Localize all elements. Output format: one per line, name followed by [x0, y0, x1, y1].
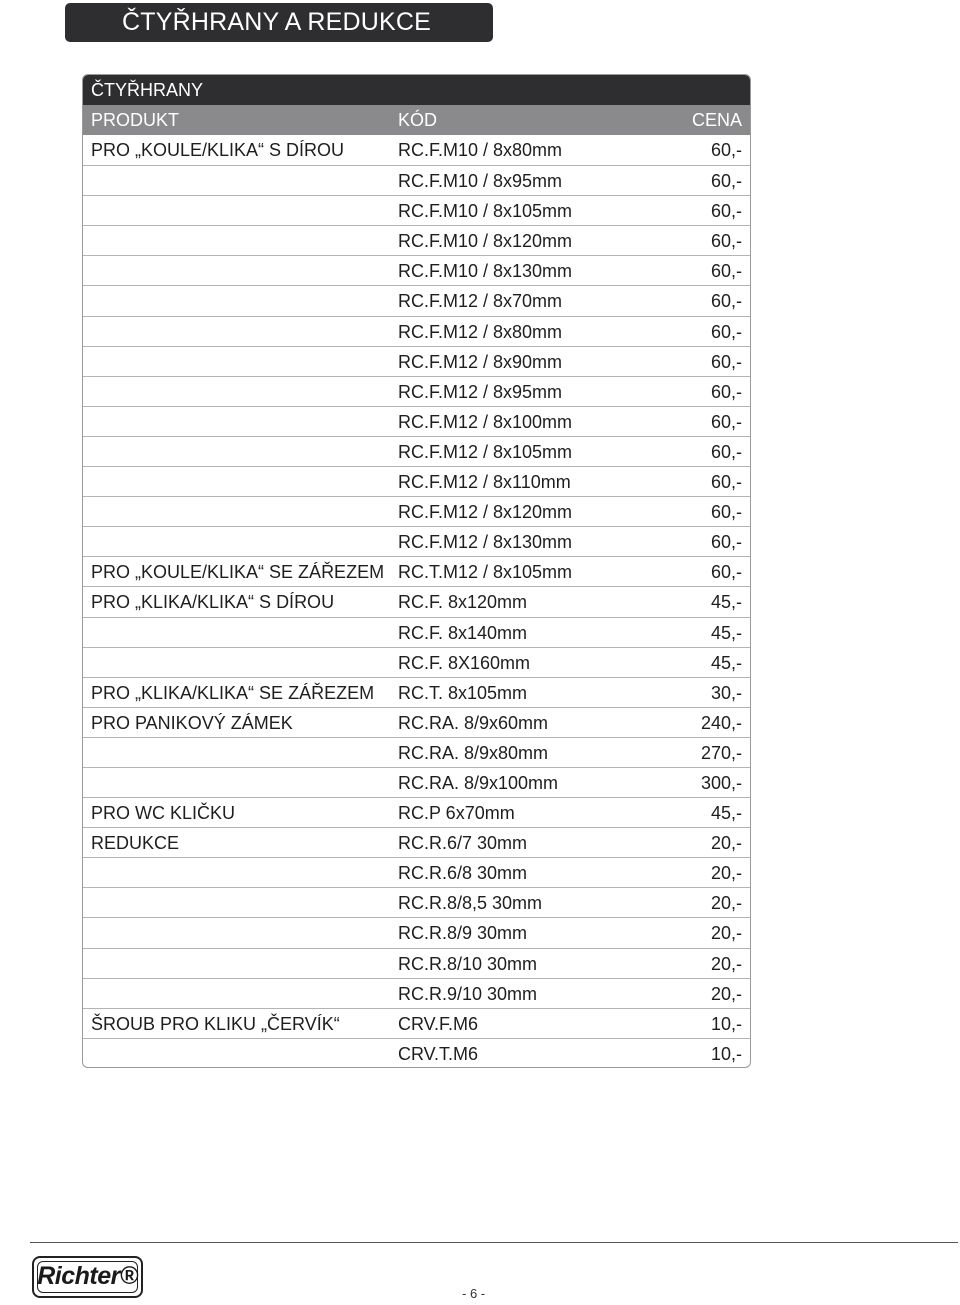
table-row — [83, 376, 750, 406]
row-price: 60,- — [710, 472, 742, 493]
row-price: 60,- — [710, 201, 742, 222]
row-code: RC.T. 8x105mm — [398, 682, 528, 703]
table-row — [83, 285, 750, 315]
row-price: 240,- — [700, 712, 742, 733]
row-price: 20,- — [710, 953, 742, 974]
row-price: 45,- — [710, 652, 742, 673]
row-code: RC.F.M12 / 8x80mm — [398, 321, 563, 342]
row-code: RC.R.8/9 30mm — [398, 923, 528, 944]
table-row — [83, 677, 750, 707]
row-price: 20,- — [710, 833, 742, 854]
row-code: RC.F.M10 / 8x80mm — [398, 140, 563, 160]
row-code: RC.RA. 8/9x100mm — [398, 772, 559, 793]
row-code: RC.RA. 8/9x60mm — [398, 712, 549, 733]
row-price: 60,- — [710, 502, 742, 523]
row-code: RC.F.M10 / 8x130mm — [398, 261, 573, 282]
column-header-price: CENA — [691, 110, 742, 130]
table-row — [83, 978, 750, 1008]
table-row — [83, 617, 750, 647]
row-price: 60,- — [710, 171, 742, 192]
row-product: PRO WC KLIČKU — [91, 803, 236, 824]
row-product: PRO „KLIKA/KLIKA“ SE ZÁŘEZEM — [91, 682, 375, 703]
row-code: RC.F.M12 / 8x70mm — [398, 291, 563, 312]
row-product: ŠROUB PRO KLIKU „ČERVÍK“ — [91, 1013, 340, 1034]
row-price: 60,- — [710, 411, 742, 432]
row-code: RC.F.M12 / 8x110mm — [398, 472, 571, 493]
table-row — [83, 917, 750, 947]
table-row — [83, 948, 750, 978]
row-code: RC.F. 8X160mm — [398, 652, 531, 673]
row-code: RC.P 6x70mm — [398, 803, 515, 824]
row-product: PRO „KOULE/KLIKA“ SE ZÁŘEZEM — [91, 562, 385, 583]
table-row — [83, 857, 750, 887]
row-price: 10,- — [710, 1043, 742, 1064]
row-code: RC.F.M12 / 8x90mm — [398, 351, 563, 372]
table-row — [83, 887, 750, 917]
row-price: 60,- — [710, 321, 742, 342]
table-row — [83, 316, 750, 346]
column-header-code: KÓD — [398, 110, 438, 130]
row-price: 60,- — [710, 351, 742, 372]
row-code: RC.R.8/8,5 30mm — [398, 893, 543, 914]
row-price: 300,- — [700, 772, 742, 793]
row-code: RC.F.M12 / 8x100mm — [398, 411, 573, 432]
row-code: RC.T.M12 / 8x105mm — [398, 562, 573, 583]
row-price: 20,- — [710, 863, 742, 884]
row-price: 30,- — [710, 682, 742, 703]
row-price: 10,- — [710, 1013, 742, 1034]
row-product: REDUKCE — [91, 833, 180, 854]
table-row — [83, 526, 750, 556]
table-row — [83, 1038, 750, 1068]
row-code: RC.R.6/7 30mm — [398, 833, 528, 854]
row-product: PRO „KLIKA/KLIKA“ S DÍROU — [91, 592, 335, 613]
table-row — [83, 707, 750, 737]
table-row — [83, 225, 750, 255]
table-row — [83, 165, 750, 195]
page-title: ČTYŘHRANY A REDUKCE — [65, 3, 493, 42]
section-title: ČTYŘHRANY — [83, 75, 750, 105]
row-product: PRO „KOULE/KLIKA“ S DÍROU — [91, 140, 345, 160]
row-code: RC.F.M12 / 8x105mm — [398, 441, 573, 462]
table-row — [83, 827, 750, 857]
row-price: 60,- — [710, 562, 742, 583]
table-row — [83, 1008, 750, 1038]
column-header-product: PRODUKT — [91, 110, 180, 130]
row-code: RC.R.6/8 30mm — [398, 863, 528, 884]
row-price: 20,- — [710, 983, 742, 1004]
row-code: RC.F. 8x140mm — [398, 622, 528, 643]
table-row — [83, 496, 750, 526]
row-code: RC.F. 8x120mm — [398, 592, 528, 613]
footer-divider — [30, 1242, 958, 1243]
table-row — [83, 406, 750, 436]
row-code: RC.F.M10 / 8x120mm — [398, 231, 573, 252]
table-row — [83, 466, 750, 496]
row-price: 20,- — [710, 893, 742, 914]
table-row — [83, 135, 750, 165]
table-row — [83, 767, 750, 797]
row-price: 270,- — [700, 742, 742, 763]
row-code: RC.RA. 8/9x80mm — [398, 742, 549, 763]
row-price: 60,- — [710, 231, 742, 252]
page-number: - 6 - — [462, 1286, 486, 1301]
row-price: 60,- — [710, 140, 742, 160]
row-price: 60,- — [710, 261, 742, 282]
row-price: 45,- — [710, 622, 742, 643]
row-code: RC.R.9/10 30mm — [398, 983, 538, 1004]
table-row — [83, 195, 750, 225]
row-code: RC.F.M10 / 8x95mm — [398, 171, 563, 192]
row-code: RC.F.M10 / 8x105mm — [398, 201, 573, 222]
row-code: RC.R.8/10 30mm — [398, 953, 538, 974]
row-product: PRO PANIKOVÝ ZÁMEK — [91, 712, 293, 733]
table-row — [83, 346, 750, 376]
row-code: CRV.F.M6 — [398, 1013, 479, 1034]
row-price: 60,- — [710, 441, 742, 462]
table-body — [83, 135, 750, 1068]
row-price: 20,- — [710, 923, 742, 944]
row-price: 45,- — [710, 592, 742, 613]
table-row — [83, 586, 750, 616]
row-price: 60,- — [710, 291, 742, 312]
column-header-row — [83, 105, 750, 135]
table-row — [83, 255, 750, 285]
row-price: 60,- — [710, 381, 742, 402]
table-row — [83, 797, 750, 827]
table-row — [83, 436, 750, 466]
table-row — [83, 737, 750, 767]
row-code: CRV.T.M6 — [398, 1043, 479, 1064]
price-table — [82, 74, 751, 1068]
row-price: 60,- — [710, 532, 742, 553]
row-price: 45,- — [710, 803, 742, 824]
richter-logo — [32, 1256, 143, 1298]
row-code: RC.F.M12 / 8x95mm — [398, 381, 563, 402]
row-code: RC.F.M12 / 8x120mm — [398, 502, 573, 523]
row-code: RC.F.M12 / 8x130mm — [398, 532, 573, 553]
logo-text: Richter® — [37, 1262, 138, 1290]
table-row — [83, 647, 750, 677]
table-row — [83, 556, 750, 586]
